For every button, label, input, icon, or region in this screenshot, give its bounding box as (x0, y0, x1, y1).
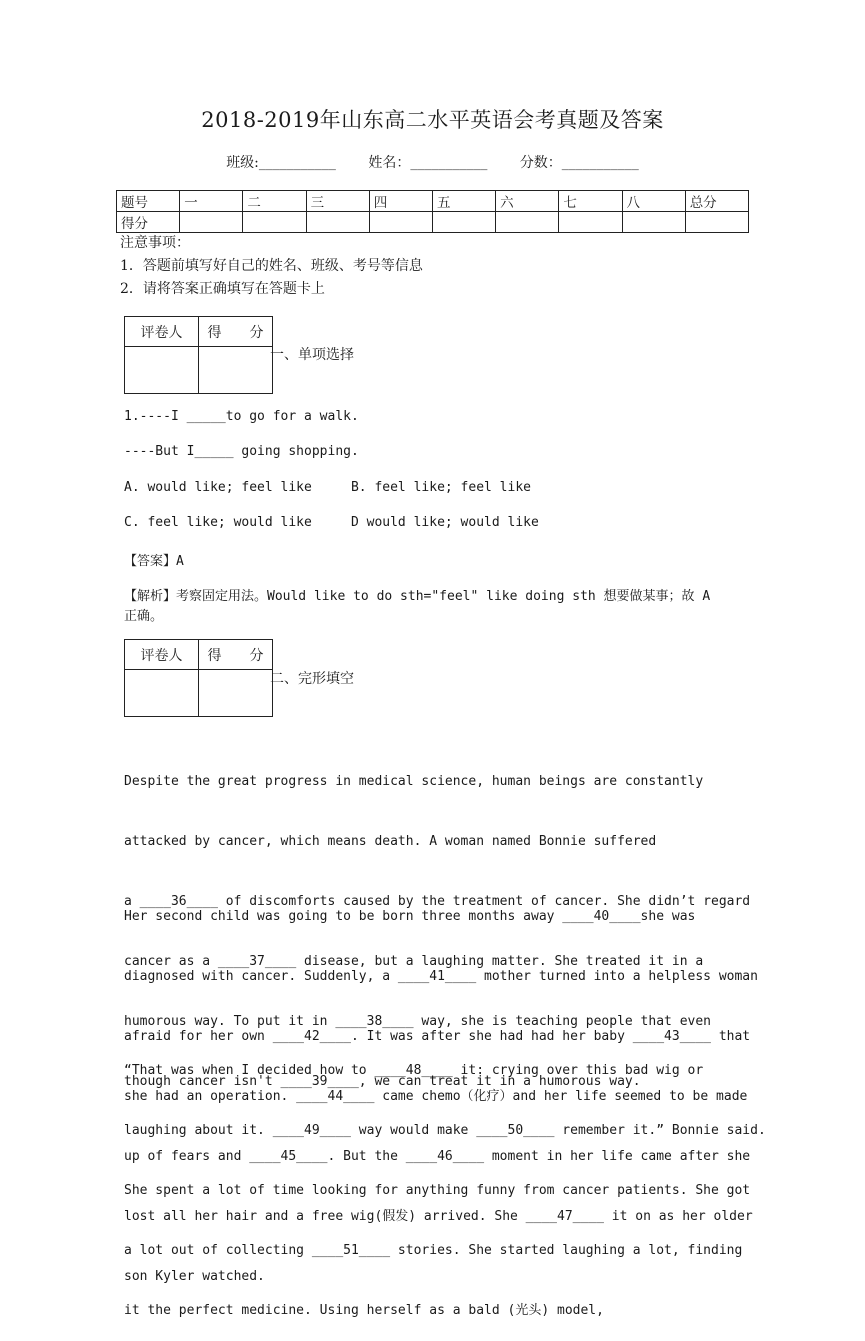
passage-line: humorous way. To put it in ____38____ way, she is teaching people that even (124, 1014, 711, 1029)
passage-line: cancer as a ____37____ disease, but a laughing matter. She treated it in a (124, 954, 704, 969)
passage-line: diagnosed with cancer. Suddenly, a ____41____ mother turned into a helpless woman (124, 969, 758, 984)
notes-item: 2．请将答案正确填写在答题卡上 (120, 281, 325, 297)
class-field[interactable]: 班级:___________ (226, 155, 336, 171)
passage-line: Despite the great progress in medical science, human beings are constantly (124, 774, 704, 789)
analysis-line: 【解析】考察固定用法。Would like to do sth="feel" like doing sth 想要做某事；故 A (124, 589, 711, 604)
grader-name-cell[interactable] (125, 670, 199, 717)
name-field[interactable]: 姓名：___________ (368, 155, 488, 171)
question-line: ----But I_____ going shopping. (124, 444, 359, 459)
score-table-score-row (117, 212, 749, 233)
student-info-line (0, 152, 865, 172)
notes-item: 1．答题前填写好自己的姓名、班级、考号等信息 (120, 258, 423, 274)
passage-line: it the perfect medicine. Using herself as a bald (光头) model, (124, 1303, 604, 1318)
score-header-cell: 总分 (685, 191, 748, 212)
score-table (116, 190, 749, 233)
score-cell[interactable] (180, 212, 243, 233)
score-header-cell: 题号 (117, 191, 180, 212)
score-header-cell: 七 (559, 191, 622, 212)
passage-line: afraid for her own ____42____. It was after she had had her baby ____43____ that (124, 1029, 751, 1044)
passage-line: Her second child was going to be born three months away ____40____she was (124, 909, 696, 924)
grader-label: 评卷人 (125, 317, 199, 347)
score-cell[interactable] (369, 212, 432, 233)
passage-line: though cancer isn't ____39____, we can treat it in a humorous way. (124, 1074, 641, 1089)
score-table-header-row (117, 191, 749, 212)
option-line: A. would like; feel like B. feel like; feel like (124, 480, 531, 495)
passage-paragraph (124, 1021, 766, 1341)
grader-name-cell[interactable] (125, 347, 199, 394)
score-cell[interactable] (306, 212, 369, 233)
passage-line: up of fears and ____45____. But the ____46____ moment in her life came after she (124, 1149, 751, 1164)
analysis-line: 正确。 (124, 609, 164, 624)
passage-line: a lot out of collecting ____51____ stories. She started laughing a lot, finding (124, 1243, 743, 1258)
score-cell[interactable] (496, 212, 559, 233)
page-title: 2018-2019年山东高二水平英语会考真题及答案 (201, 108, 664, 132)
score-cell[interactable] (622, 212, 685, 233)
grader-score-label: 得 分 (199, 317, 273, 347)
passage-line: lost all her hair and a free wig(假发) arrived. She ____47____ it on as her older (124, 1209, 753, 1224)
score-header-cell: 三 (306, 191, 369, 212)
score-header-cell: 五 (432, 191, 495, 212)
answer-line: 【答案】A (124, 554, 184, 569)
score-header-cell: 一 (180, 191, 243, 212)
passage-line: she had an operation. ____44____ came chemo（化疗）and her life seemed to be made (124, 1089, 748, 1104)
score-header-cell: 六 (496, 191, 559, 212)
section-title: 一、单项选择 (270, 347, 354, 363)
grader-box (124, 316, 273, 394)
score-cell[interactable] (432, 212, 495, 233)
score-cell[interactable] (243, 212, 306, 233)
grader-box (124, 639, 273, 717)
grader-score-cell[interactable] (199, 670, 273, 717)
passage-line: son Kyler watched. (124, 1269, 265, 1284)
passage-line: “That was when I decided how to ____48____ it: crying over this bad wig or (124, 1063, 704, 1078)
question-line: 1.----I _____to go for a walk. (124, 409, 359, 424)
passage-line: attacked by cancer, which means death. A woman named Bonnie suffered (124, 834, 657, 849)
score-header-cell: 八 (622, 191, 685, 212)
notes-block (120, 232, 423, 301)
grader-label: 评卷人 (125, 640, 199, 670)
score-row-label: 得分 (117, 212, 180, 233)
passage-line: a ____36____ of discomforts caused by the treatment of cancer. She didn’t regard (124, 894, 751, 909)
grader-score-label: 得 分 (199, 640, 273, 670)
option-line: C. feel like; would like D would like; would like (124, 515, 539, 530)
notes-heading: 注意事项： (120, 235, 190, 251)
section-title: 二、完形填空 (270, 671, 354, 687)
score-field[interactable]: 分数：___________ (519, 155, 639, 171)
score-header-cell: 四 (369, 191, 432, 212)
passage-line: She spent a lot of time looking for anything funny from cancer patients. She got (124, 1183, 751, 1198)
passage-line: laughing about it. ____49____ way would make ____50____ remember it.” Bonnie said. (124, 1123, 766, 1138)
score-cell[interactable] (685, 212, 748, 233)
score-cell[interactable] (559, 212, 622, 233)
score-header-cell: 二 (243, 191, 306, 212)
grader-score-cell[interactable] (199, 347, 273, 394)
